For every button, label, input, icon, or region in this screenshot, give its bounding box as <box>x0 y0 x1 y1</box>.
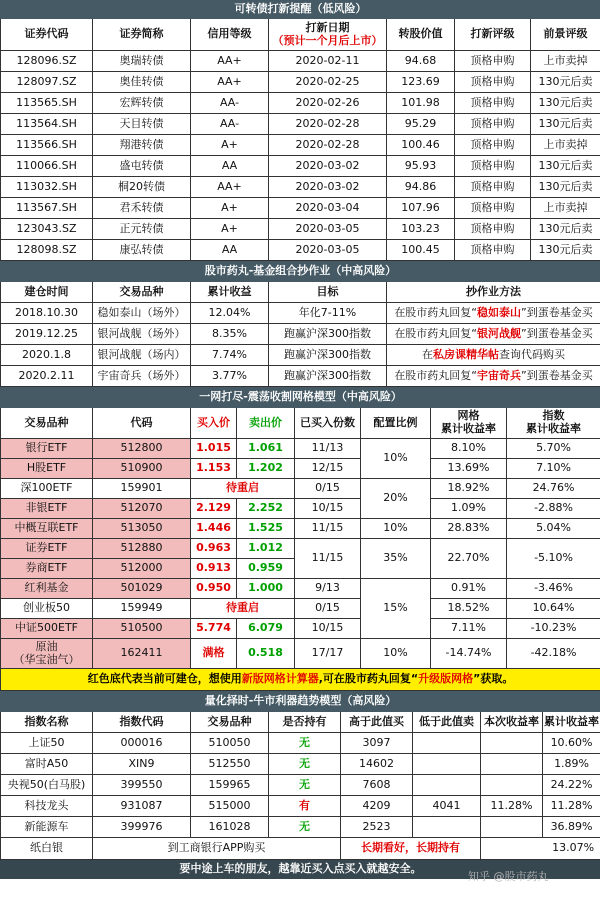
table-row <box>1 219 600 240</box>
grid-return: -14.74% <box>431 639 507 669</box>
grid-return: 1.09% <box>431 499 507 519</box>
sell-price: 1.000 <box>237 579 295 599</box>
bond-name: 盛屯转债 <box>93 156 191 177</box>
col-header: 指数 累计收益率 <box>507 408 600 439</box>
bought-count: 17/17 <box>295 639 361 669</box>
col-header: 买入价 <box>191 408 237 439</box>
build-date: 2018.10.30 <box>1 303 93 324</box>
copy-method <box>387 324 600 345</box>
subscribe-rating: 顶格申购 <box>455 156 531 177</box>
trade-product: 512550 <box>191 754 269 775</box>
product-code: 510500 <box>93 619 191 639</box>
index-name: 富时A50 <box>1 754 93 775</box>
col-header-date: 打新日期 （预计一个月后上市） <box>269 19 387 51</box>
outlook-rating: 上市卖掉 <box>531 135 600 156</box>
allocation-ratio: 10% <box>361 439 431 479</box>
col-header: 交易品种 <box>1 408 93 439</box>
conversion-value: 123.69 <box>387 72 455 93</box>
buy-above: 7608 <box>341 775 413 796</box>
table-row <box>1 838 600 860</box>
bond-code: 128096.SZ <box>1 51 93 72</box>
target: 跑赢沪深300指数 <box>269 324 387 345</box>
grid-note: 红色底代表当前可建仓，想使用新版网格计算器,可在股市药丸回复“升级版网格”获取。 <box>1 669 600 691</box>
grid-model-table <box>0 387 600 691</box>
table-row <box>1 135 600 156</box>
product-code: 501029 <box>93 579 191 599</box>
index-name: 科技龙头 <box>1 796 93 817</box>
bond-name: 天目转债 <box>93 114 191 135</box>
index-return: 5.70% <box>507 439 600 459</box>
method-keyword: 私房课精华帖 <box>433 347 500 361</box>
subscribe-rating: 顶格申购 <box>455 219 531 240</box>
index-name: 上证50 <box>1 733 93 754</box>
table-row <box>1 51 600 72</box>
credit-rating: A+ <box>191 198 269 219</box>
buy-above: 14602 <box>341 754 413 775</box>
table-row <box>1 114 600 135</box>
bond-code: 123043.SZ <box>1 219 93 240</box>
index-return: -3.46% <box>507 579 600 599</box>
bond-code: 113566.SH <box>1 135 93 156</box>
table-row <box>1 499 600 519</box>
table-row <box>1 539 600 559</box>
table-row <box>1 177 600 198</box>
credit-rating: AA+ <box>191 72 269 93</box>
cumulative-return: 3.77% <box>191 366 269 387</box>
sell-price: 6.079 <box>237 619 295 639</box>
col-header: 前景评级 <box>531 19 600 51</box>
subscribe-date: 2020-03-05 <box>269 240 387 261</box>
col-header: 转股价值 <box>387 19 455 51</box>
col-header: 指数名称 <box>1 712 93 733</box>
buy-price: 满格 <box>191 639 237 669</box>
col-header: 低于此值卖 <box>413 712 481 733</box>
outlook-rating: 上市卖掉 <box>531 51 600 72</box>
grid-return: 18.52% <box>431 599 507 619</box>
table-row <box>1 754 600 775</box>
index-name: 新能源车 <box>1 817 93 838</box>
product-code: 510900 <box>93 459 191 479</box>
table-row <box>1 775 600 796</box>
index-return: 7.10% <box>507 459 600 479</box>
table-row <box>1 198 600 219</box>
cumulative-return: 24.22% <box>543 775 600 796</box>
credit-rating: AA+ <box>191 177 269 198</box>
product-name: 纸白银 <box>1 838 93 860</box>
subscribe-rating: 顶格申购 <box>455 51 531 72</box>
bond-name: 桐20转债 <box>93 177 191 198</box>
index-return: -5.10% <box>507 539 600 579</box>
outlook-rating: 130元后卖 <box>531 240 600 261</box>
conversion-value: 107.96 <box>387 198 455 219</box>
bond-name: 翔港转债 <box>93 135 191 156</box>
cumulative-return: 7.74% <box>191 345 269 366</box>
method-text: 在 <box>422 347 434 361</box>
section-title: 一网打尽-震荡收割网格模型（中高风险） <box>1 388 600 408</box>
bought-count: 11/15 <box>295 539 361 579</box>
buy-price: 1.153 <box>191 459 237 479</box>
buy-price: 2.129 <box>191 499 237 519</box>
grid-return: 22.70% <box>431 539 507 579</box>
table-row <box>1 93 600 114</box>
index-code: XIN9 <box>93 754 191 775</box>
index-return: -2.88% <box>507 499 600 519</box>
col-header: 目标 <box>269 282 387 303</box>
product-code: 512800 <box>93 439 191 459</box>
fund-portfolio-table <box>0 261 600 387</box>
purchase-method: 到工商银行APP购买 <box>93 838 341 860</box>
index-return: -10.23% <box>507 619 600 639</box>
index-return: 24.76% <box>507 479 600 499</box>
sell-below <box>413 817 481 838</box>
trade-product: 515000 <box>191 796 269 817</box>
product-code: 512070 <box>93 499 191 519</box>
buy-price: 1.015 <box>191 439 237 459</box>
col-header: 累计收益 <box>191 282 269 303</box>
table-row <box>1 366 600 387</box>
col-header: 打新评级 <box>455 19 531 51</box>
sell-price: 1.061 <box>237 439 295 459</box>
section-title: 量化择时-牛市利器趋势模型（高风险） <box>1 692 600 712</box>
pending-status: 待重启 <box>191 599 295 619</box>
bought-count: 0/15 <box>295 479 361 499</box>
col-header: 交易品种 <box>93 282 191 303</box>
subscribe-date: 2020-02-26 <box>269 93 387 114</box>
table-row <box>1 439 600 459</box>
method-keyword: 稳如泰山 <box>477 305 522 319</box>
subscribe-rating: 顶格申购 <box>455 72 531 93</box>
sell-below <box>413 754 481 775</box>
trade-product: 161028 <box>191 817 269 838</box>
grid-return: 18.92% <box>431 479 507 499</box>
copy-method <box>387 303 600 324</box>
conversion-value: 94.86 <box>387 177 455 198</box>
product-name: 深100ETF <box>1 479 93 499</box>
subscribe-rating: 顶格申购 <box>455 198 531 219</box>
product-name: 稳如泰山（场外） <box>93 303 191 324</box>
grid-return: 7.11% <box>431 619 507 639</box>
grid-return: 0.91% <box>431 579 507 599</box>
outlook-rating: 130元后卖 <box>531 114 600 135</box>
subscribe-date: 2020-03-04 <box>269 198 387 219</box>
sell-price: 2.252 <box>237 499 295 519</box>
product-code: 512000 <box>93 559 191 579</box>
index-code: 399976 <box>93 817 191 838</box>
col-header: 累计收益率 <box>543 712 600 733</box>
sell-below <box>413 733 481 754</box>
col-header: 证券简称 <box>93 19 191 51</box>
sell-price: 0.518 <box>237 639 295 669</box>
table-row <box>1 345 600 366</box>
method-text: 在股市药丸回复“ <box>394 368 478 382</box>
index-return: -42.18% <box>507 639 600 669</box>
cumulative-return: 11.28% <box>543 796 600 817</box>
build-date: 2019.12.25 <box>1 324 93 345</box>
bought-count: 0/15 <box>295 599 361 619</box>
sell-price: 1.525 <box>237 519 295 539</box>
cumulative-return: 8.35% <box>191 324 269 345</box>
bond-code: 113567.SH <box>1 198 93 219</box>
cumulative-return: 1.89% <box>543 754 600 775</box>
credit-rating: AA <box>191 240 269 261</box>
method-text: 在股市药丸回复“ <box>394 305 478 319</box>
method-keyword: 宇宙奇兵 <box>477 368 522 382</box>
col-header: 建仓时间 <box>1 282 93 303</box>
product-code: 159949 <box>93 599 191 619</box>
credit-rating: AA- <box>191 93 269 114</box>
footer-note: 要中途上车的朋友，越靠近买入点买入就越安全。 <box>1 860 600 879</box>
col-header: 网格 累计收益率 <box>431 408 507 439</box>
product-name: 红利基金 <box>1 579 93 599</box>
holding-status: 无 <box>269 754 341 775</box>
trade-product: 159965 <box>191 775 269 796</box>
subscribe-date: 2020-02-28 <box>269 114 387 135</box>
bond-code: 128097.SZ <box>1 72 93 93</box>
sell-price: 1.012 <box>237 539 295 559</box>
col-header: 本次收益率 <box>481 712 543 733</box>
table-row <box>1 240 600 261</box>
table-row <box>1 519 600 539</box>
table-row <box>1 619 600 639</box>
bond-name: 奥瑞转债 <box>93 51 191 72</box>
outlook-rating: 130元后卖 <box>531 72 600 93</box>
outlook-rating: 130元后卖 <box>531 156 600 177</box>
bond-name: 君禾转债 <box>93 198 191 219</box>
bond-name: 正元转债 <box>93 219 191 240</box>
buy-above: 3097 <box>341 733 413 754</box>
outlook-rating: 上市卖掉 <box>531 198 600 219</box>
col-header: 卖出价 <box>237 408 295 439</box>
sell-below: 4041 <box>413 796 481 817</box>
bought-count: 12/15 <box>295 459 361 479</box>
col-header: 抄作业方法 <box>387 282 600 303</box>
subscribe-rating: 顶格申购 <box>455 177 531 198</box>
method-text: ”到蛋卷基金买 <box>521 326 593 340</box>
bond-code: 128098.SZ <box>1 240 93 261</box>
bond-code: 110066.SH <box>1 156 93 177</box>
grid-return: 28.83% <box>431 519 507 539</box>
bought-count: 9/13 <box>295 579 361 599</box>
conversion-value: 100.46 <box>387 135 455 156</box>
cumulative-return: 12.04% <box>191 303 269 324</box>
method-text: ”到蛋卷基金买 <box>521 368 593 382</box>
table-row <box>1 796 600 817</box>
pending-status: 待重启 <box>191 479 295 499</box>
buy-price: 0.950 <box>191 579 237 599</box>
subscribe-date: 2020-03-02 <box>269 177 387 198</box>
grid-return: 13.69% <box>431 459 507 479</box>
col-header: 高于此值买 <box>341 712 413 733</box>
product-name: 证券ETF <box>1 539 93 559</box>
target: 跑赢沪深300指数 <box>269 345 387 366</box>
holding-status: 无 <box>269 817 341 838</box>
product-code: 159901 <box>93 479 191 499</box>
col-header: 代码 <box>93 408 191 439</box>
product-name: 银河战舰（场外） <box>93 324 191 345</box>
allocation-ratio: 10% <box>361 639 431 669</box>
allocation-ratio: 35% <box>361 539 431 579</box>
current-return <box>481 733 543 754</box>
index-return: 10.64% <box>507 599 600 619</box>
product-name: 原油 （华宝油气） <box>1 639 93 669</box>
bought-count: 10/15 <box>295 619 361 639</box>
bought-count: 11/13 <box>295 439 361 459</box>
bought-count: 10/15 <box>295 499 361 519</box>
copy-method <box>387 345 600 366</box>
outlook: 长期看好，长期持有 <box>341 838 481 860</box>
current-return <box>481 754 543 775</box>
holding-status: 无 <box>269 775 341 796</box>
method-text: 在股市药丸回复“ <box>394 326 478 340</box>
product-code: 512880 <box>93 539 191 559</box>
cumulative-return: 13.07% <box>481 838 600 860</box>
table-row <box>1 733 600 754</box>
credit-rating: A+ <box>191 219 269 240</box>
copy-method <box>387 366 600 387</box>
subscribe-rating: 顶格申购 <box>455 135 531 156</box>
subscribe-rating: 顶格申购 <box>455 114 531 135</box>
convertible-bond-table <box>0 0 600 261</box>
bond-name: 康弘转债 <box>93 240 191 261</box>
table-row <box>1 324 600 345</box>
buy-price: 5.774 <box>191 619 237 639</box>
product-code: 513050 <box>93 519 191 539</box>
credit-rating: AA <box>191 156 269 177</box>
col-header: 交易品种 <box>191 712 269 733</box>
product-name: 中概互联ETF <box>1 519 93 539</box>
trend-model-table <box>0 691 600 879</box>
index-name: 央视50(白马股) <box>1 775 93 796</box>
product-code: 162411 <box>93 639 191 669</box>
subscribe-rating: 顶格申购 <box>455 240 531 261</box>
date-note: （预计一个月后上市） <box>272 33 383 47</box>
col-header: 信用等级 <box>191 19 269 51</box>
conversion-value: 101.98 <box>387 93 455 114</box>
current-return <box>481 817 543 838</box>
method-text: ”到蛋卷基金买 <box>521 305 593 319</box>
sell-price: 0.959 <box>237 559 295 579</box>
table-row <box>1 479 600 499</box>
subscribe-date: 2020-02-11 <box>269 51 387 72</box>
col-header: 证券代码 <box>1 19 93 51</box>
col-header: 已买入份数 <box>295 408 361 439</box>
buy-above: 4209 <box>341 796 413 817</box>
current-return <box>481 775 543 796</box>
table-row <box>1 156 600 177</box>
conversion-value: 103.23 <box>387 219 455 240</box>
index-return: 5.04% <box>507 519 600 539</box>
allocation-ratio: 10% <box>361 519 431 539</box>
holding-status: 无 <box>269 733 341 754</box>
sell-price: 1.202 <box>237 459 295 479</box>
watermark: 知乎 @股市药丸 <box>468 870 549 883</box>
bond-name: 宏辉转债 <box>93 93 191 114</box>
col-header: 指数代码 <box>93 712 191 733</box>
subscribe-date: 2020-02-25 <box>269 72 387 93</box>
outlook-rating: 130元后卖 <box>531 177 600 198</box>
subscribe-date: 2020-03-05 <box>269 219 387 240</box>
bond-code: 113032.SH <box>1 177 93 198</box>
table-row <box>1 599 600 619</box>
table-row <box>1 579 600 599</box>
method-keyword: 银河战舰 <box>477 326 522 340</box>
subscribe-date: 2020-03-02 <box>269 156 387 177</box>
product-name: 宇宙奇兵（场外） <box>93 366 191 387</box>
product-name: 非银ETF <box>1 499 93 519</box>
index-code: 399550 <box>93 775 191 796</box>
conversion-value: 95.93 <box>387 156 455 177</box>
credit-rating: AA- <box>191 114 269 135</box>
table-row <box>1 817 600 838</box>
buy-price: 0.913 <box>191 559 237 579</box>
grid-return: 8.10% <box>431 439 507 459</box>
trade-product: 510050 <box>191 733 269 754</box>
product-name: 创业板50 <box>1 599 93 619</box>
conversion-value: 94.68 <box>387 51 455 72</box>
product-name: H股ETF <box>1 459 93 479</box>
section-title: 股市药丸-基金组合抄作业（中高风险） <box>1 262 600 282</box>
section-title: 可转债打新提醒（低风险） <box>1 1 600 19</box>
cumulative-return: 10.60% <box>543 733 600 754</box>
target: 年化7-11% <box>269 303 387 324</box>
current-return: 11.28% <box>481 796 543 817</box>
cumulative-return: 36.89% <box>543 817 600 838</box>
target: 跑赢沪深300指数 <box>269 366 387 387</box>
sell-below <box>413 775 481 796</box>
product-name: 中证500ETF <box>1 619 93 639</box>
bought-count: 11/15 <box>295 519 361 539</box>
build-date: 2020.2.11 <box>1 366 93 387</box>
conversion-value: 95.29 <box>387 114 455 135</box>
buy-price: 1.446 <box>191 519 237 539</box>
product-name: 银行ETF <box>1 439 93 459</box>
col-header: 配置比例 <box>361 408 431 439</box>
product-name: 券商ETF <box>1 559 93 579</box>
buy-above: 2523 <box>341 817 413 838</box>
index-code: 931087 <box>93 796 191 817</box>
table-row <box>1 72 600 93</box>
bond-code: 113565.SH <box>1 93 93 114</box>
holding-status: 有 <box>269 796 341 817</box>
outlook-rating: 130元后卖 <box>531 93 600 114</box>
allocation-ratio: 20% <box>361 479 431 519</box>
conversion-value: 100.45 <box>387 240 455 261</box>
product-name: 银河战舰（场内） <box>93 345 191 366</box>
table-row <box>1 459 600 479</box>
index-code: 000016 <box>93 733 191 754</box>
bond-code: 113564.SH <box>1 114 93 135</box>
table-row <box>1 303 600 324</box>
allocation-ratio: 15% <box>361 579 431 639</box>
subscribe-date: 2020-02-28 <box>269 135 387 156</box>
build-date: 2020.1.8 <box>1 345 93 366</box>
method-text: 查询代码购买 <box>499 347 566 361</box>
subscribe-rating: 顶格申购 <box>455 93 531 114</box>
outlook-rating: 130元后卖 <box>531 219 600 240</box>
credit-rating: AA+ <box>191 51 269 72</box>
col-header: 是否持有 <box>269 712 341 733</box>
credit-rating: A+ <box>191 135 269 156</box>
bond-name: 奥佳转债 <box>93 72 191 93</box>
buy-price: 0.963 <box>191 539 237 559</box>
table-row <box>1 639 600 669</box>
